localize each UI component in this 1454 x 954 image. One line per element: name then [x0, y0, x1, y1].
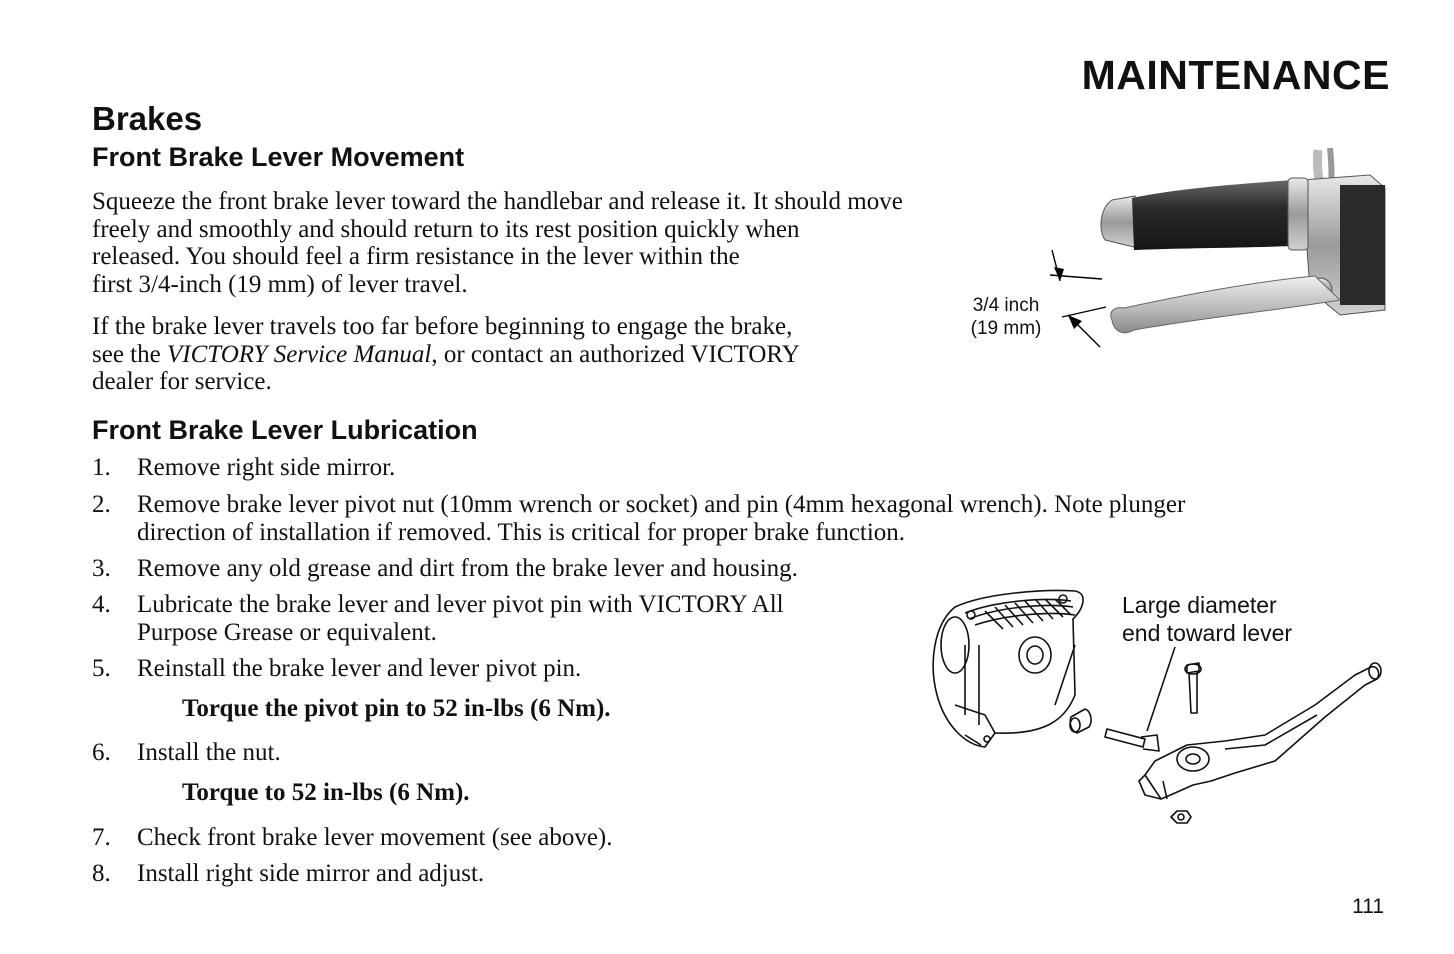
plunger-caption: [1122, 591, 1292, 647]
travel-dimension-arrows: [1040, 245, 1120, 355]
para-line: [92, 341, 800, 369]
travel-caption: [968, 294, 1044, 340]
step-text: [137, 824, 613, 852]
step-text: [137, 860, 484, 888]
step-text: [137, 591, 784, 646]
section-title: Brakes: [92, 100, 203, 137]
step-number: 3.: [92, 555, 111, 582]
step-text: [137, 739, 281, 767]
chapter-title: MAINTENANCE: [1081, 52, 1390, 98]
step-line: Purpose Grease or equivalent.: [137, 618, 437, 646]
step-number: 6.: [92, 739, 111, 766]
para-line: freely and smoothly and should return to its rest position quickly when: [92, 215, 800, 243]
caption-line: (19 mm): [970, 318, 1042, 339]
lubrication-heading: Front Brake Lever Lubrication: [92, 415, 478, 445]
torque-spec-pin: Torque the pivot pin to 52 in-lbs (6 Nm).: [182, 695, 611, 722]
step-line: direction of installation if removed. This is critical for proper brake function.: [137, 518, 906, 546]
movement-heading: Front Brake Lever Movement: [92, 142, 465, 172]
step-line: Lubricate the brake lever and lever pivot pin with VICTORY All: [137, 591, 784, 618]
torque-spec-nut: Torque to 52 in-lbs (6 Nm).: [182, 779, 470, 806]
step-number: 8.: [92, 860, 111, 887]
step-line: Install right side mirror and adjust.: [137, 860, 485, 887]
movement-paragraph-2: [92, 313, 800, 396]
manual-reference: VICTORY Service Manual: [166, 340, 432, 368]
para-line: dealer for service.: [92, 368, 272, 395]
para-line: first 3/4-inch (19 mm) of lever travel.: [92, 270, 468, 298]
step-number: 1.: [92, 454, 111, 481]
para-text: see the: [92, 340, 167, 368]
page-number: 111: [1352, 895, 1384, 918]
step-text: [137, 491, 1185, 546]
step-number: 5.: [92, 655, 111, 682]
para-line: Squeeze the front brake lever toward the handlebar and release it. It should move: [92, 188, 903, 215]
caption-line: Large diameter: [1122, 592, 1277, 618]
step-text: [137, 555, 798, 583]
step-number: 7.: [92, 824, 111, 851]
para-text: , or contact an authorized VICTORY: [431, 340, 800, 368]
para-line: released. You should feel a firm resistance in the lever within the: [92, 243, 740, 270]
caption-line: end toward lever: [1122, 620, 1293, 646]
step-text: [137, 454, 395, 482]
step-line: Remove right side mirror.: [137, 454, 396, 481]
step-number: 2.: [92, 491, 111, 518]
step-line: Remove any old grease and dirt from the brake lever and housing.: [137, 555, 798, 582]
para-line: If the brake lever travels too far before beginning to engage the brake,: [92, 313, 793, 340]
step-line: Check front brake lever movement (see above).: [137, 824, 613, 851]
step-text: [137, 655, 581, 683]
movement-paragraph-1: [92, 188, 903, 298]
caption-line: 3/4 inch: [972, 295, 1040, 316]
step-line: Install the nut.: [137, 739, 281, 766]
step-line: Remove brake lever pivot nut (10mm wrench or socket) and pin (4mm hexagonal wrench). Note plunger: [137, 491, 1186, 518]
step-line: Reinstall the brake lever and lever pivot pin.: [137, 655, 582, 682]
step-number: 4.: [92, 591, 111, 618]
